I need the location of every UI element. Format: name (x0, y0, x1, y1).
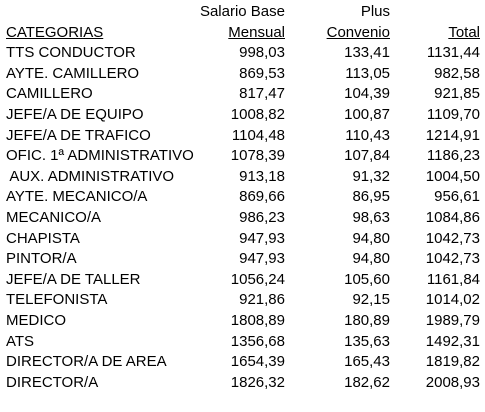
cell-total: 1042,73 (425, 229, 480, 247)
cell-plus: 110,43 (345, 126, 390, 144)
table-row (6, 43, 480, 64)
cell-plus: 98,63 (352, 208, 390, 226)
cell-salario: 1356,68 (230, 332, 285, 350)
table-row (6, 270, 480, 291)
table-row (6, 146, 480, 167)
cell-total: 1186,23 (426, 147, 480, 165)
cell-categoria: TTS CONDUCTOR (6, 44, 136, 62)
cell-total: 956,61 (434, 188, 480, 206)
table-row (6, 311, 480, 332)
cell-total: 1214,91 (425, 126, 480, 144)
cell-plus: 105,60 (344, 270, 390, 288)
cell-categoria: MEDICO (6, 311, 66, 329)
cell-categoria: CHAPISTA (6, 229, 80, 247)
cell-total: 1989,79 (425, 311, 480, 329)
cell-salario: 947,93 (239, 250, 285, 268)
table-row (6, 126, 480, 147)
table-row (6, 373, 480, 394)
cell-salario: 921,86 (239, 291, 285, 309)
cell-plus: 92,15 (352, 291, 390, 309)
cell-plus: 180,89 (344, 311, 390, 329)
cell-total: 1004,50 (425, 167, 480, 185)
header-mensual: Mensual (228, 23, 285, 41)
cell-total: 921,85 (434, 85, 480, 103)
cell-salario: 986,23 (239, 208, 285, 226)
cell-categoria: DIRECTOR/A (6, 373, 99, 391)
cell-total: 1042,73 (425, 250, 480, 268)
cell-total: 1819,82 (425, 353, 480, 371)
cell-categoria: PINTOR/A (6, 250, 77, 268)
cell-categoria: JEFE/A DE EQUIPO (6, 105, 144, 123)
header-categorias: CATEGORIAS (6, 23, 104, 41)
header-total: Total (448, 23, 480, 41)
cell-salario: 1808,89 (230, 311, 285, 329)
table-row (6, 290, 480, 311)
cell-plus: 133,41 (344, 44, 390, 62)
cell-categoria: DIRECTOR/A DE AREA (6, 353, 167, 371)
header-categoria-top (6, 2, 196, 23)
cell-total: 1109,70 (426, 105, 480, 123)
cell-total: 1161,84 (426, 270, 480, 288)
table-row (6, 167, 480, 188)
cell-salario: 869,53 (239, 64, 285, 82)
cell-salario: 869,66 (239, 188, 285, 206)
cell-plus: 104,39 (344, 85, 390, 103)
table-row (6, 187, 480, 208)
table-row (6, 84, 480, 105)
cell-plus: 86,95 (352, 188, 390, 206)
cell-salario: 817,47 (239, 85, 285, 103)
header-row-bottom (6, 23, 480, 44)
cell-total: 1014,02 (425, 291, 480, 309)
table-row (6, 208, 480, 229)
header-plus-top: Plus (360, 3, 390, 20)
cell-total: 1492,31 (425, 332, 480, 350)
cell-categoria: JEFE/A DE TALLER (6, 270, 141, 288)
cell-plus: 135,63 (344, 332, 390, 350)
cell-categoria: OFIC. 1ª ADMINISTRATIVO (6, 147, 194, 165)
table-row (6, 352, 480, 373)
cell-categoria: AYTE. CAMILLERO (6, 64, 140, 82)
header-row-top (6, 2, 480, 23)
cell-categoria: AYTE. MECANICO/A (6, 188, 148, 206)
cell-salario: 1056,24 (230, 270, 285, 288)
cell-salario: 913,18 (239, 167, 285, 185)
cell-total: 982,58 (434, 64, 480, 82)
cell-categoria: TELEFONISTA (6, 291, 108, 309)
cell-salario: 998,03 (239, 44, 285, 62)
cell-plus: 91,32 (352, 167, 390, 185)
cell-salario: 1654,39 (230, 353, 285, 371)
table-row (6, 64, 480, 85)
cell-plus: 94,80 (352, 250, 390, 268)
cell-plus: 94,80 (352, 229, 390, 247)
cell-total: 1084,86 (425, 208, 480, 226)
cell-salario: 947,93 (239, 229, 285, 247)
cell-categoria: CAMILLERO (6, 85, 93, 103)
cell-categoria: AUX. ADMINISTRATIVO (6, 167, 175, 185)
cell-plus: 113,05 (345, 64, 390, 82)
table-row (6, 332, 480, 353)
header-convenio: Convenio (326, 23, 390, 41)
cell-categoria: MECANICO/A (6, 208, 102, 226)
header-salario-top: Salario Base (199, 3, 285, 20)
cell-total: 1131,44 (426, 44, 480, 62)
cell-plus: 182,62 (344, 373, 390, 391)
cell-salario: 1078,39 (230, 147, 285, 165)
table-row (6, 229, 480, 250)
table-row (6, 105, 480, 126)
header-total-top (390, 2, 480, 23)
salary-table (6, 2, 480, 393)
cell-salario: 1104,48 (231, 126, 285, 144)
cell-plus: 107,84 (344, 147, 390, 165)
cell-categoria: ATS (6, 332, 35, 350)
cell-total: 2008,93 (425, 373, 480, 391)
cell-categoria: JEFE/A DE TRAFICO (6, 126, 151, 144)
cell-salario: 1008,82 (230, 105, 285, 123)
table-row (6, 249, 480, 270)
cell-salario: 1826,32 (230, 373, 285, 391)
cell-plus: 165,43 (344, 353, 390, 371)
cell-plus: 100,87 (344, 105, 390, 123)
